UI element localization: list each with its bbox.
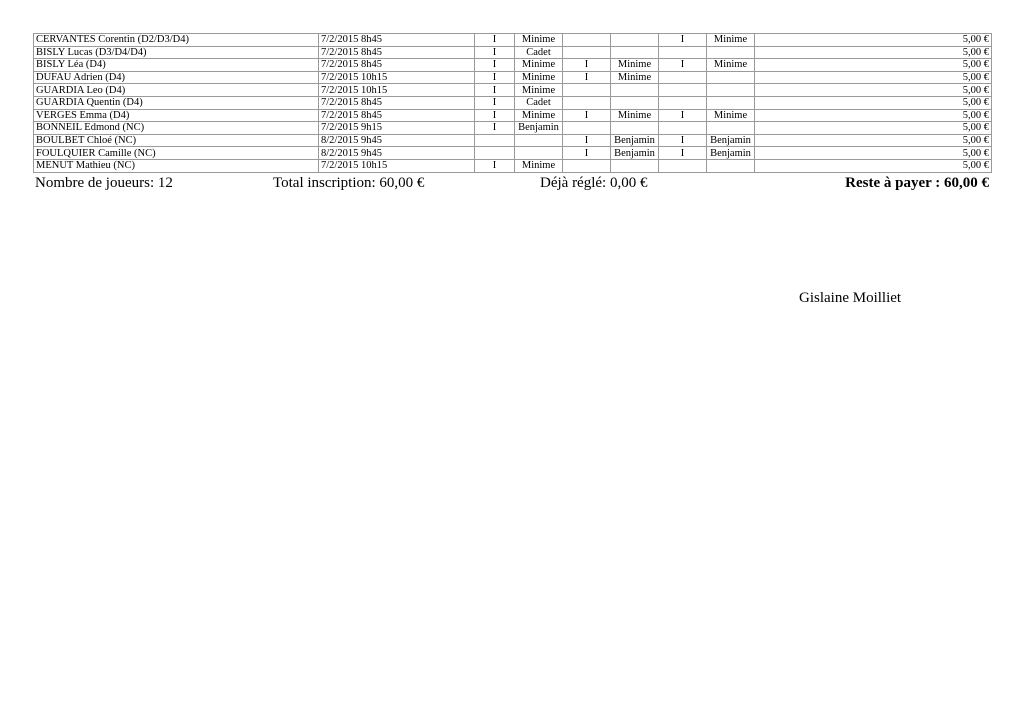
event-1-category: Minime: [515, 71, 563, 84]
event-3-mark: [659, 46, 707, 59]
table-row: [34, 59, 992, 72]
player-name: GUARDIA Leo (D4): [34, 84, 319, 97]
player-rows: [34, 34, 992, 173]
event-3-category: Benjamin: [707, 147, 755, 160]
already-paid: Déjà réglé: 0,00 €: [540, 175, 648, 191]
event-3-category: Minime: [707, 34, 755, 47]
player-amount: 5,00 €: [755, 84, 992, 97]
player-date: 7/2/2015 8h45: [319, 34, 475, 47]
event-1-mark: I: [475, 109, 515, 122]
player-date: 7/2/2015 10h15: [319, 84, 475, 97]
event-2-mark: [563, 84, 611, 97]
event-3-mark: I: [659, 147, 707, 160]
event-2-mark: I: [563, 134, 611, 147]
player-name: VERGES Emma (D4): [34, 109, 319, 122]
player-name: CERVANTES Corentin (D2/D3/D4): [34, 34, 319, 47]
player-amount: 5,00 €: [755, 122, 992, 135]
event-2-category: Minime: [611, 71, 659, 84]
player-date: 8/2/2015 9h45: [319, 134, 475, 147]
event-3-mark: [659, 71, 707, 84]
player-name: BOULBET Chloé (NC): [34, 134, 319, 147]
event-1-mark: I: [475, 46, 515, 59]
event-2-mark: [563, 96, 611, 109]
totals-line: [33, 175, 991, 195]
player-amount: 5,00 €: [755, 134, 992, 147]
table-row: [34, 71, 992, 84]
player-date: 7/2/2015 10h15: [319, 159, 475, 172]
event-1-mark: I: [475, 122, 515, 135]
event-2-category: Benjamin: [611, 147, 659, 160]
event-2-category: Minime: [611, 109, 659, 122]
event-1-mark: I: [475, 34, 515, 47]
event-1-category: [515, 134, 563, 147]
event-3-mark: I: [659, 109, 707, 122]
player-amount: 5,00 €: [755, 96, 992, 109]
event-2-category: [611, 46, 659, 59]
event-1-mark: [475, 134, 515, 147]
player-name: MENUT Mathieu (NC): [34, 159, 319, 172]
event-2-category: Benjamin: [611, 134, 659, 147]
event-2-mark: I: [563, 109, 611, 122]
player-name: BISLY Léa (D4): [34, 59, 319, 72]
remaining-due: Reste à payer : 60,00 €: [845, 175, 989, 191]
event-2-category: [611, 34, 659, 47]
player-date: 7/2/2015 8h45: [319, 59, 475, 72]
event-1-category: Cadet: [515, 96, 563, 109]
player-name: DUFAU Adrien (D4): [34, 71, 319, 84]
player-date: 7/2/2015 10h15: [319, 71, 475, 84]
player-amount: 5,00 €: [755, 34, 992, 47]
event-1-category: Cadet: [515, 46, 563, 59]
table-row: [34, 34, 992, 47]
total-registration: Total inscription: 60,00 €: [273, 175, 425, 191]
player-amount: 5,00 €: [755, 46, 992, 59]
player-amount: 5,00 €: [755, 159, 992, 172]
event-3-category: [707, 96, 755, 109]
player-name: FOULQUIER Camille (NC): [34, 147, 319, 160]
player-name: BISLY Lucas (D3/D4/D4): [34, 46, 319, 59]
player-date: 8/2/2015 9h45: [319, 147, 475, 160]
event-1-category: Benjamin: [515, 122, 563, 135]
player-date: 7/2/2015 8h45: [319, 46, 475, 59]
event-1-mark: [475, 147, 515, 160]
table-row: [34, 46, 992, 59]
event-3-category: [707, 46, 755, 59]
event-2-category: Minime: [611, 59, 659, 72]
event-1-category: Minime: [515, 159, 563, 172]
event-1-category: Minime: [515, 59, 563, 72]
event-3-mark: I: [659, 134, 707, 147]
player-amount: 5,00 €: [755, 71, 992, 84]
player-date: 7/2/2015 8h45: [319, 96, 475, 109]
event-2-category: [611, 159, 659, 172]
table-row: [34, 84, 992, 97]
event-1-mark: I: [475, 159, 515, 172]
event-2-mark: I: [563, 59, 611, 72]
table-row: [34, 147, 992, 160]
event-2-mark: [563, 46, 611, 59]
event-2-mark: I: [563, 71, 611, 84]
event-1-mark: I: [475, 96, 515, 109]
table-row: [34, 122, 992, 135]
event-2-mark: I: [563, 147, 611, 160]
event-3-category: Minime: [707, 109, 755, 122]
event-1-category: Minime: [515, 84, 563, 97]
event-2-mark: [563, 122, 611, 135]
event-3-mark: [659, 96, 707, 109]
event-3-mark: [659, 84, 707, 97]
event-1-mark: I: [475, 59, 515, 72]
event-3-category: Minime: [707, 59, 755, 72]
event-1-mark: I: [475, 84, 515, 97]
event-3-mark: I: [659, 34, 707, 47]
signature-name: Gislaine Moilliet: [799, 290, 902, 306]
event-1-mark: I: [475, 71, 515, 84]
event-2-category: [611, 122, 659, 135]
registration-sheet: [33, 33, 991, 173]
player-amount: 5,00 €: [755, 59, 992, 72]
player-date: 7/2/2015 8h45: [319, 109, 475, 122]
player-name: BONNEIL Edmond (NC): [34, 122, 319, 135]
event-3-category: Benjamin: [707, 134, 755, 147]
event-2-category: [611, 84, 659, 97]
event-3-mark: I: [659, 59, 707, 72]
player-date: 7/2/2015 9h15: [319, 122, 475, 135]
event-3-category: [707, 159, 755, 172]
event-2-category: [611, 96, 659, 109]
player-amount: 5,00 €: [755, 147, 992, 160]
players-table: [33, 33, 992, 173]
table-row: [34, 109, 992, 122]
event-3-category: [707, 84, 755, 97]
event-1-category: [515, 147, 563, 160]
event-3-mark: [659, 159, 707, 172]
event-3-category: [707, 71, 755, 84]
event-3-mark: [659, 122, 707, 135]
event-1-category: Minime: [515, 109, 563, 122]
event-2-mark: [563, 34, 611, 47]
table-row: [34, 159, 992, 172]
player-name: GUARDIA Quentin (D4): [34, 96, 319, 109]
event-1-category: Minime: [515, 34, 563, 47]
player-count: Nombre de joueurs: 12: [35, 175, 173, 191]
event-3-category: [707, 122, 755, 135]
event-2-mark: [563, 159, 611, 172]
player-amount: 5,00 €: [755, 109, 992, 122]
table-row: [34, 96, 992, 109]
table-row: [34, 134, 992, 147]
